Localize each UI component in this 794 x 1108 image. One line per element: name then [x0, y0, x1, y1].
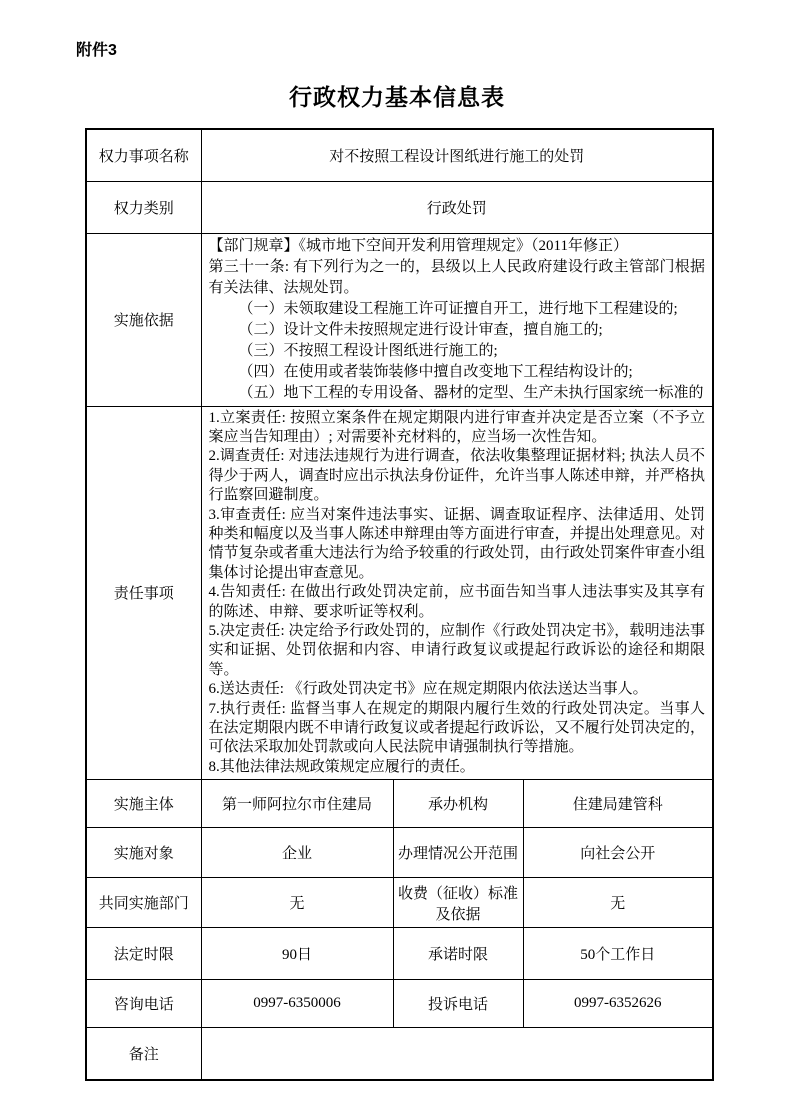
legal-limit-value: 90日 [201, 928, 393, 980]
basis-paragraph: 第三十一条: 有下列行为之一的，县级以上人民政府建设行政主管部门根据有关法律、法规处罚。 [208, 258, 706, 296]
row-joint-dept [86, 878, 713, 928]
duty-item: 7.执行责任: 监督当事人在规定的期限内履行生效的行政处罚决定。当事人在法定期限内既不申请行政复议或者提起行政诉讼，又不履行处罚决定的，可依法采取加处罚款或向人民法院申请强制执行等措施。 [208, 700, 706, 756]
power-type-value: 行政处罚 [201, 181, 713, 233]
remark-value [201, 1028, 713, 1080]
basis-paragraph: （五）地下工程的专用设备、器材的定型、生产未执行国家统一标准的 [238, 384, 704, 401]
fee-label: 收费（征收）标准及依据 [393, 878, 523, 928]
info-table [85, 128, 714, 1081]
agency-value: 住建局建管科 [523, 780, 713, 828]
target-label: 实施对象 [86, 828, 201, 878]
duty-item: 1.立案责任: 按照立案条件在规定期限内进行审查并决定是否立案（不予立案应当告知理由）; 对需要补充材料的，应当场一次性告知。 [208, 409, 706, 445]
basis-paragraph: （二）设计文件未按照规定进行设计审查，擅自施工的; [238, 321, 603, 338]
row-time-limit [86, 928, 713, 980]
row-phones [86, 980, 713, 1028]
joint-dept-label: 共同实施部门 [86, 878, 201, 928]
basis-content [201, 233, 713, 406]
duty-item: 3.审查责任: 应当对案件违法事实、证据、调查取证程序、法律适用、处罚种类和幅度以及当事人陈述申辩理由等方面进行审查，并提出处理意见。对情节复杂或者重大违法行为给予较重的行政处罚，由行政处罚案件审查小组集体讨论提出审查意见。 [208, 506, 706, 581]
agency-label: 承办机构 [393, 780, 523, 828]
consult-phone-value: 0997-6350006 [201, 980, 393, 1028]
subject-label: 实施主体 [86, 780, 201, 828]
target-value: 企业 [201, 828, 393, 878]
duty-item: 4.告知责任: 在做出行政处罚决定前，应书面告知当事人违法事实及其享有的陈述、申辩、要求听证等权利。 [208, 584, 706, 620]
duty-item: 6.送达责任: 《行政处罚决定书》应在规定期限内依法送达当事人。 [208, 681, 648, 698]
consult-phone-label: 咨询电话 [86, 980, 201, 1028]
row-remark [86, 1028, 713, 1080]
power-name-label: 权力事项名称 [86, 129, 201, 181]
basis-paragraph: （三）不按照工程设计图纸进行施工的; [238, 342, 498, 359]
disclosure-label: 办理情况公开范围 [393, 828, 523, 878]
basis-label: 实施依据 [86, 233, 201, 406]
legal-limit-label: 法定时限 [86, 928, 201, 980]
duty-item: 8.其他法律法规政策规定应履行的责任。 [208, 758, 475, 775]
basis-paragraph: （一）未领取建设工程施工许可证擅自开工，进行地下工程建设的; [238, 300, 678, 317]
duties-label: 责任事项 [86, 406, 201, 780]
basis-paragraph: 【部门规章】《城市地下空间开发利用管理规定》（2011年修正） [208, 237, 628, 254]
row-subject [86, 780, 713, 828]
duties-content [201, 406, 713, 780]
basis-paragraph: （四）在使用或者装饰装修中擅自改变地下工程结构设计的; [238, 363, 633, 380]
duty-item: 5.决定责任: 决定给予行政处罚的，应制作《行政处罚决定书》，载明违法事实和证据、处罚依据和内容、申请行政复议或提起行政诉讼的途径和期限等。 [208, 622, 706, 678]
page-title: 行政权力基本信息表 [289, 84, 505, 110]
promise-limit-label: 承诺时限 [393, 928, 523, 980]
joint-dept-value: 无 [201, 878, 393, 928]
disclosure-value: 向社会公开 [523, 828, 713, 878]
subject-value: 第一师阿拉尔市住建局 [201, 780, 393, 828]
row-target [86, 828, 713, 878]
power-type-label: 权力类别 [86, 181, 201, 233]
remark-label: 备注 [86, 1028, 201, 1080]
row-duties [86, 406, 713, 780]
complaint-phone-value: 0997-6352626 [523, 980, 713, 1028]
row-basis [86, 233, 713, 406]
fee-value: 无 [523, 878, 713, 928]
row-power-name [86, 129, 713, 181]
promise-limit-value: 50个工作日 [523, 928, 713, 980]
row-power-type [86, 181, 713, 233]
complaint-phone-label: 投诉电话 [393, 980, 523, 1028]
attachment-label: 附件3 [76, 42, 117, 59]
power-name-value: 对不按照工程设计图纸进行施工的处罚 [201, 129, 713, 181]
duty-item: 2.调查责任: 对违法违规行为进行调查，依法收集整理证据材料; 执法人员不得少于两人，调查时应出示执法身份证件，允许当事人陈述申辩，并严格执行监察回避制度。 [208, 448, 706, 504]
